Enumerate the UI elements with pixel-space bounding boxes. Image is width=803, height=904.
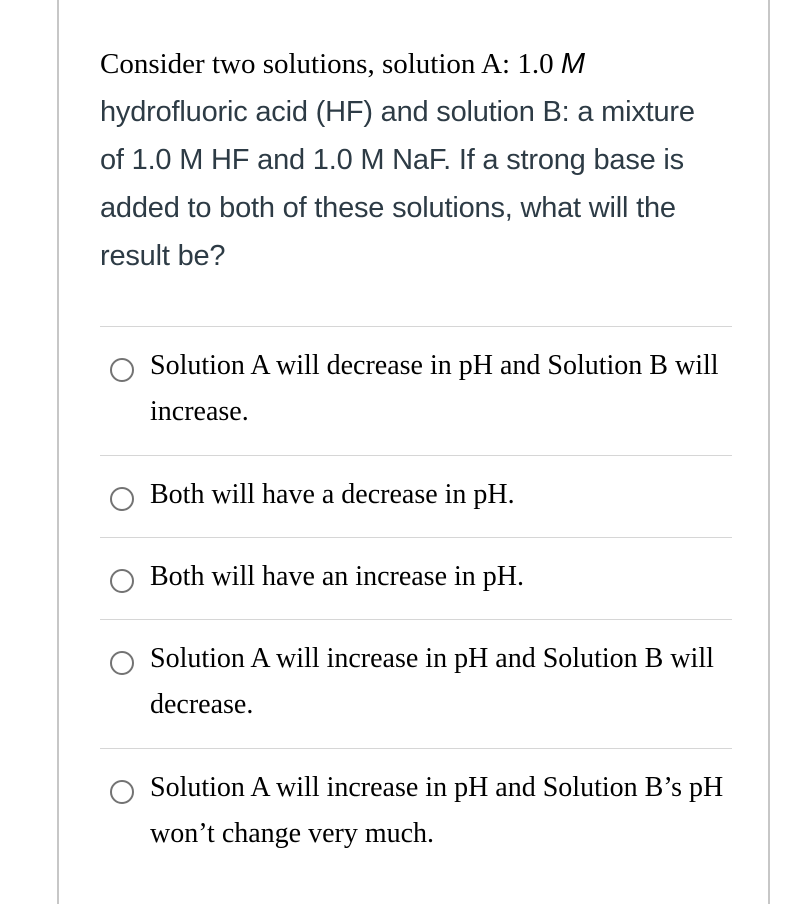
answer-list xyxy=(100,326,732,877)
answer-option-5[interactable] xyxy=(100,748,732,877)
molarity-unit: M xyxy=(560,48,585,80)
question-text xyxy=(100,40,700,280)
question-panel xyxy=(57,0,770,904)
answer-label: Solution A will decrease in pH and Solution B will increase. xyxy=(150,350,719,427)
radio-button-icon[interactable] xyxy=(110,358,134,382)
question-text-body: hydrofluoric acid (HF) and solution B: a mixture of 1.0 M HF and 1.0 M NaF. If a strong base is added to both of these solutions, what will the result be? xyxy=(100,96,695,272)
radio-button-icon[interactable] xyxy=(110,487,134,511)
answer-label: Both will have a decrease in pH. xyxy=(150,479,515,510)
answer-label: Both will have an increase in pH. xyxy=(150,561,525,592)
answer-option-1[interactable] xyxy=(100,326,732,455)
answer-label: Solution A will increase in pH and Solution B’s pH won’t change very much. xyxy=(150,772,724,849)
answer-option-3[interactable] xyxy=(100,537,732,619)
question-text-intro: Consider two solutions, solution A: 1.0 xyxy=(100,48,561,80)
answer-option-4[interactable] xyxy=(100,619,732,748)
radio-button-icon[interactable] xyxy=(110,780,134,804)
answer-label: Solution A will increase in pH and Solution B will decrease. xyxy=(150,643,714,720)
radio-button-icon[interactable] xyxy=(110,569,134,593)
radio-button-icon[interactable] xyxy=(110,651,134,675)
answer-option-2[interactable] xyxy=(100,455,732,537)
